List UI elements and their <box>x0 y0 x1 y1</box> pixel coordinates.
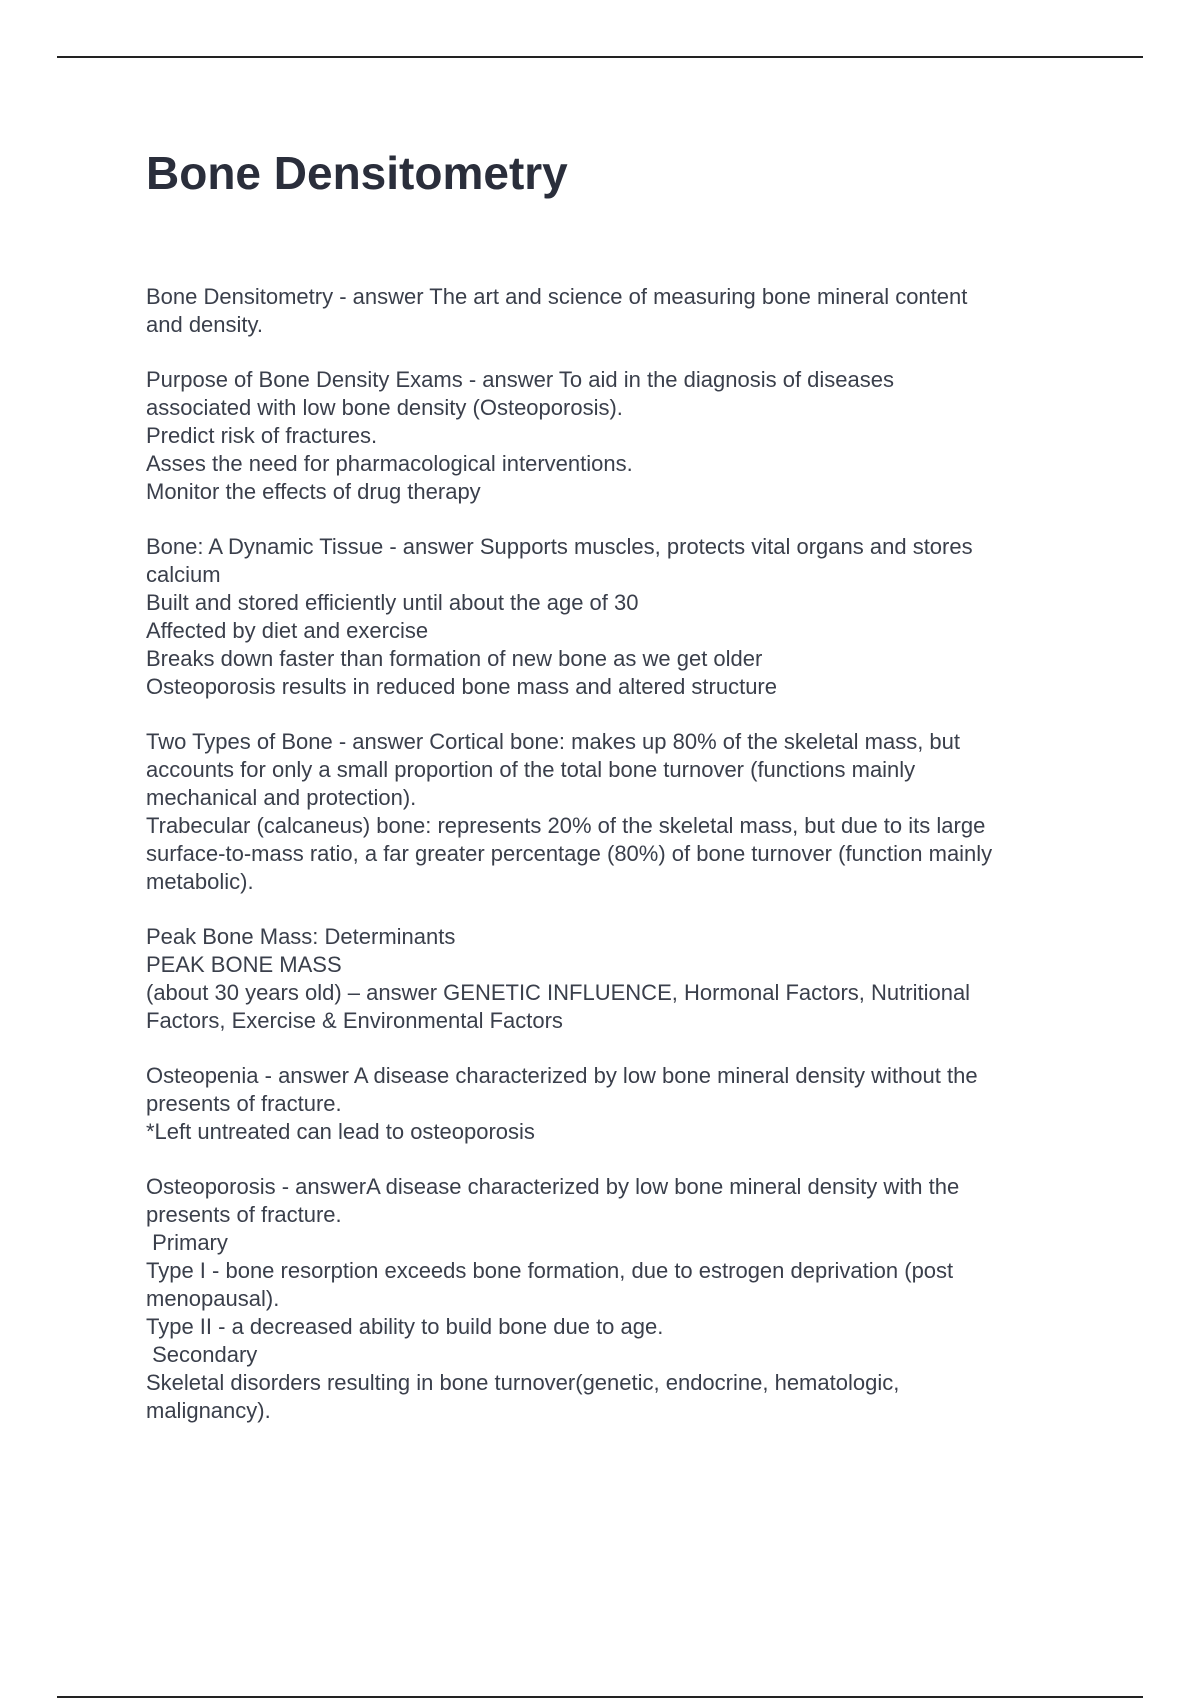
entry-line: Built and stored efficiently until about the age of 30 <box>146 590 639 615</box>
entry-line: Purpose of Bone Density Exams - answer To aid in the diagnosis of diseases <box>146 367 894 392</box>
entry-line: menopausal). <box>146 1286 280 1311</box>
entry-line: mechanical and protection). <box>146 785 417 810</box>
entry-line: Peak Bone Mass: Determinants <box>146 924 456 949</box>
entry-line: Osteoporosis results in reduced bone mass and altered structure <box>146 674 777 699</box>
entry-line: presents of fracture. <box>146 1202 342 1227</box>
entry-line: (about 30 years old) – answer GENETIC INFLUENCE, Hormonal Factors, Nutritional <box>146 980 971 1005</box>
entry-dynamic-tissue <box>146 533 1096 701</box>
entry-line: Factors, Exercise & Environmental Factors <box>146 1008 563 1033</box>
entry-line: Type I - bone resorption exceeds bone formation, due to estrogen deprivation (post <box>146 1258 954 1283</box>
entry-line: Skeletal disorders resulting in bone turnover(genetic, endocrine, hematologic, <box>146 1370 900 1395</box>
document-title: Bone Densitometry <box>146 147 568 199</box>
entry-bone-densitometry <box>146 283 1096 339</box>
entry-line: presents of fracture. <box>146 1091 342 1116</box>
entry-line: *Left untreated can lead to osteoporosis <box>146 1119 535 1144</box>
entry-line: Bone: A Dynamic Tissue - answer Supports muscles, protects vital organs and stores <box>146 534 973 559</box>
entry-osteopenia <box>146 1062 1096 1146</box>
entry-peak-bone-mass <box>146 923 1096 1035</box>
entry-line: Primary <box>146 1230 228 1255</box>
entry-two-types-of-bone <box>146 728 1096 896</box>
entry-line: Predict risk of fractures. <box>146 423 378 448</box>
entry-line: Osteoporosis - answerA disease characterized by low bone mineral density with the <box>146 1174 960 1199</box>
document-body <box>146 283 1096 1452</box>
entry-osteoporosis <box>146 1173 1096 1425</box>
entry-line: Asses the need for pharmacological interventions. <box>146 451 633 476</box>
entry-purpose-of-exams <box>146 366 1096 506</box>
entry-line: Two Types of Bone - answer Cortical bone: makes up 80% of the skeletal mass, but <box>146 729 961 754</box>
top-rule <box>57 56 1143 58</box>
entry-line: Type II - a decreased ability to build bone due to age. <box>146 1314 664 1339</box>
entry-line: Breaks down faster than formation of new bone as we get older <box>146 646 763 671</box>
entry-line: Secondary <box>146 1342 258 1367</box>
bottom-rule <box>57 1696 1143 1698</box>
entry-line: malignancy). <box>146 1398 271 1423</box>
entry-line: associated with low bone density (Osteoporosis). <box>146 395 623 420</box>
entry-line: Trabecular (calcaneus) bone: represents 20% of the skeletal mass, but due to its large <box>146 813 986 838</box>
entry-line: Monitor the effects of drug therapy <box>146 479 481 504</box>
entry-line: surface-to-mass ratio, a far greater percentage (80%) of bone turnover (function mainly <box>146 841 993 866</box>
entry-line: and density. <box>146 312 264 337</box>
entry-line: accounts for only a small proportion of the total bone turnover (functions mainly <box>146 757 916 782</box>
entry-line: calcium <box>146 562 221 587</box>
entry-line: PEAK BONE MASS <box>146 952 342 977</box>
entry-line: Affected by diet and exercise <box>146 618 429 643</box>
entry-line: Bone Densitometry - answer The art and science of measuring bone mineral content <box>146 284 968 309</box>
entry-line: metabolic). <box>146 869 254 894</box>
entry-line: Osteopenia - answer A disease characterized by low bone mineral density without the <box>146 1063 978 1088</box>
